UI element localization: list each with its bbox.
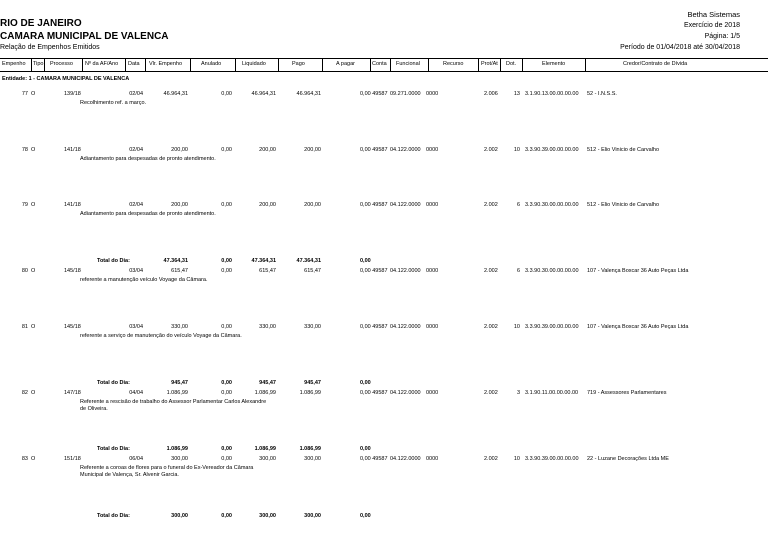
col-recurso: Recurso	[443, 61, 464, 67]
col-data: Data	[128, 61, 140, 67]
conta: 0,00 49587	[360, 324, 388, 330]
description: referente a serviço de manutenção do veículo Voyage da Câmara.	[80, 333, 242, 339]
total-empenho: 47.364,31	[163, 258, 188, 264]
col-prot-at: Prot/At	[481, 61, 498, 67]
data: 03/04	[129, 268, 143, 274]
total-pago: 300,00	[304, 513, 321, 519]
total-a-pagar: 0,00	[360, 446, 371, 452]
col-empenho: Empenho	[2, 61, 26, 67]
total-anulado: 0,00	[221, 258, 232, 264]
valor-empenho: 46.964,31	[163, 91, 188, 97]
credor: 22 - Luzane Decorações Ltda ME	[587, 456, 669, 462]
description: Recolhimento ref. a março.	[80, 100, 147, 106]
valor-empenho: 1.086,99	[166, 390, 188, 396]
total-liquidado: 47.364,31	[251, 258, 276, 264]
col-anulado: Anulado	[201, 61, 222, 67]
credor: 107 - Valença Boxcar 36 Auto Peças Ltda	[587, 324, 689, 330]
recurso: 0000	[426, 202, 439, 208]
col-af-ano: Nº da AF/Ano	[85, 61, 119, 67]
total-pago: 1.086,99	[299, 446, 321, 452]
total-anulado: 0,00	[221, 380, 232, 386]
report-period: Período de 01/04/2018 até 30/04/2018	[620, 44, 740, 51]
empenho-tipo: O	[31, 202, 36, 208]
total-label: Total do Dia:	[97, 446, 130, 452]
valor-liquidado: 200,00	[259, 147, 276, 153]
valor-anulado: 0,00	[221, 202, 232, 208]
chamber-title: CAMARA MUNICIPAL DE VALENCA	[0, 31, 169, 42]
col-dot: Dot.	[506, 61, 517, 67]
valor-liquidado: 615,47	[259, 268, 276, 274]
col-a-pagar: A pagar	[336, 61, 355, 67]
recurso: 0000	[426, 456, 439, 462]
dotacao: 6	[516, 202, 520, 208]
empenho-number: 83	[21, 456, 28, 462]
valor-pago: 200,00	[304, 147, 321, 153]
total-label: Total do Dia:	[97, 258, 130, 264]
elemento: 3.3.90.30.00.00.00.00	[525, 268, 579, 274]
col-pago: Pago	[292, 61, 305, 67]
dotacao: 3	[516, 390, 520, 396]
valor-pago: 330,00	[304, 324, 321, 330]
processo: 141/18	[64, 202, 81, 208]
valor-anulado: 0,00	[221, 91, 232, 97]
valor-liquidado: 300,00	[259, 456, 276, 462]
valor-anulado: 0,00	[221, 324, 232, 330]
empenho-tipo: O	[31, 390, 36, 396]
credor: 107 - Valença Boxcar 36 Auto Peças Ltda	[587, 268, 689, 274]
description: referente a manutenção veículo Voyage da Câmara.	[80, 277, 208, 283]
col-liquidado: Liquidado	[242, 61, 266, 67]
conta: 0,00 49587	[360, 390, 388, 396]
valor-anulado: 0,00	[221, 390, 232, 396]
prot-at: 2.002	[484, 390, 498, 396]
empenho-tipo: O	[31, 147, 36, 153]
processo: 139/18	[64, 91, 81, 97]
page-number: Página: 1/5	[704, 33, 740, 40]
total-a-pagar: 0,00	[360, 380, 371, 386]
valor-pago: 615,47	[304, 268, 321, 274]
valor-pago: 200,00	[304, 202, 321, 208]
description: Adiantamento para despesadas de pronto atendimento.	[80, 156, 216, 162]
total-empenho: 300,00	[171, 513, 188, 519]
credor: 52 - I.N.S.S.	[587, 91, 617, 97]
processo: 151/18	[64, 456, 81, 462]
dotacao: 13	[513, 91, 520, 97]
recurso: 0000	[426, 147, 439, 153]
dotacao: 6	[516, 268, 520, 274]
col-elemento: Elemento	[542, 61, 566, 67]
entity-label: Entidade: 1 - CAMARA MUNICIPAL DE VALENCA	[2, 76, 130, 82]
data: 03/04	[129, 324, 143, 330]
empenho-tipo: O	[31, 91, 36, 97]
dotacao: 10	[513, 324, 520, 330]
empenho-number: 77	[21, 91, 28, 97]
elemento: 3.3.90.39.00.00.00.00	[525, 147, 579, 153]
dotacao: 10	[513, 147, 520, 153]
description: Municipal de Valença, Sr. Alvenir Garcia.	[80, 472, 179, 478]
conta: 0,00 49587	[360, 202, 388, 208]
valor-empenho: 615,47	[171, 268, 188, 274]
description: Referente a rescisão de trabalho do Assessor Parlamentar Carlos Alexandre	[80, 399, 267, 405]
prot-at: 2.002	[484, 268, 498, 274]
empenho-number: 78	[21, 147, 28, 153]
funcional: 04.122.0000	[390, 268, 421, 274]
city-title: RIO DE JANEIRO	[0, 18, 82, 29]
valor-liquidado: 46.964,31	[251, 91, 276, 97]
data: 06/04	[129, 456, 143, 462]
description: de Oliveira.	[80, 406, 108, 412]
elemento: 3.3.90.39.00.00.00.00	[525, 456, 579, 462]
col-tipo: Tipo	[33, 61, 44, 67]
valor-empenho: 330,00	[171, 324, 188, 330]
prot-at: 2.002	[484, 147, 498, 153]
valor-empenho: 300,00	[171, 456, 188, 462]
total-liquidado: 945,47	[259, 380, 276, 386]
funcional: 04.122.0000	[390, 456, 421, 462]
total-label: Total do Dia:	[97, 513, 130, 519]
credor: 512 - Elio Vinicio de Carvalho	[587, 147, 660, 153]
prot-at: 2.002	[484, 456, 498, 462]
col-conta: Conta	[372, 61, 387, 67]
dotacao: 10	[513, 456, 520, 462]
valor-pago: 46.964,31	[296, 91, 321, 97]
prot-at: 2.002	[484, 202, 498, 208]
prot-at: 2.006	[484, 91, 498, 97]
total-label: Total do Dia:	[97, 380, 130, 386]
valor-anulado: 0,00	[221, 456, 232, 462]
valor-liquidado: 1.086,99	[254, 390, 276, 396]
total-pago: 945,47	[304, 380, 321, 386]
processo: 147/18	[64, 390, 81, 396]
empenho-tipo: O	[31, 324, 36, 330]
valor-empenho: 200,00	[171, 147, 188, 153]
col-vlr-empenho: Vlr. Empenho	[149, 61, 183, 67]
data: 04/04	[129, 390, 143, 396]
processo: 141/18	[64, 147, 81, 153]
column-header	[0, 58, 768, 72]
empenho-number: 79	[21, 202, 28, 208]
data: 02/04	[129, 91, 143, 97]
col-credor: Credor/Contrato de Dívida	[623, 61, 688, 67]
valor-liquidado: 330,00	[259, 324, 276, 330]
data: 02/04	[129, 147, 143, 153]
valor-pago: 300,00	[304, 456, 321, 462]
conta: 0,00 49587	[360, 91, 388, 97]
total-anulado: 0,00	[221, 446, 232, 452]
conta: 0,00 49587	[360, 147, 388, 153]
empenho-tipo: O	[31, 268, 36, 274]
conta: 0,00 49587	[360, 456, 388, 462]
total-liquidado: 1.086,99	[254, 446, 276, 452]
empenho-number: 80	[21, 268, 28, 274]
processo: 145/18	[64, 268, 81, 274]
valor-anulado: 0,00	[221, 147, 232, 153]
credor: 512 - Elio Vinicio de Carvalho	[587, 202, 660, 208]
recurso: 0000	[426, 324, 439, 330]
total-a-pagar: 0,00	[360, 513, 371, 519]
funcional: 09.271.0000	[390, 91, 421, 97]
exercise-year: Exercício de 2018	[683, 22, 740, 29]
valor-pago: 1.086,99	[299, 390, 321, 396]
empenho-tipo: O	[31, 456, 36, 462]
elemento: 3.3.90.30.00.00.00.00	[525, 202, 579, 208]
description: Referente a coroas de flores para o funeral do Ex-Vereador da Câmara	[80, 465, 254, 471]
conta: 0,00 49587	[360, 268, 388, 274]
funcional: 04.122.0000	[390, 390, 421, 396]
report-title: Relação de Empenhos Emitidos	[0, 44, 100, 51]
total-pago: 47.364,31	[296, 258, 321, 264]
description: Adiantamento para despesadas de pronto atendimento.	[80, 211, 216, 217]
elemento: 3.1.90.11.00.00.00.00	[525, 390, 579, 396]
valor-empenho: 200,00	[171, 202, 188, 208]
elemento: 3.3.90.39.00.00.00.00	[525, 324, 579, 330]
elemento: 3.1.90.13.00.00.00.00	[525, 91, 579, 97]
valor-anulado: 0,00	[221, 268, 232, 274]
valor-liquidado: 200,00	[259, 202, 276, 208]
col-funcional: Funcional	[396, 61, 420, 67]
credor: 719 - Assessores Parlamentares	[587, 390, 667, 396]
funcional: 04.122.0000	[390, 202, 421, 208]
total-liquidado: 300,00	[259, 513, 276, 519]
total-empenho: 1.086,99	[166, 446, 188, 452]
total-anulado: 0,00	[221, 513, 232, 519]
total-empenho: 945,47	[171, 380, 188, 386]
processo: 145/18	[64, 324, 81, 330]
total-a-pagar: 0,00	[360, 258, 371, 264]
empenho-number: 82	[21, 390, 28, 396]
recurso: 0000	[426, 390, 439, 396]
prot-at: 2.002	[484, 324, 498, 330]
data: 02/04	[129, 202, 143, 208]
company-name: Betha Sistemas	[687, 10, 740, 19]
funcional: 04.122.0000	[390, 147, 421, 153]
col-processo: Processo	[50, 61, 73, 67]
recurso: 0000	[426, 268, 439, 274]
empenho-number: 81	[21, 324, 28, 330]
funcional: 04.122.0000	[390, 324, 421, 330]
recurso: 0000	[426, 91, 439, 97]
